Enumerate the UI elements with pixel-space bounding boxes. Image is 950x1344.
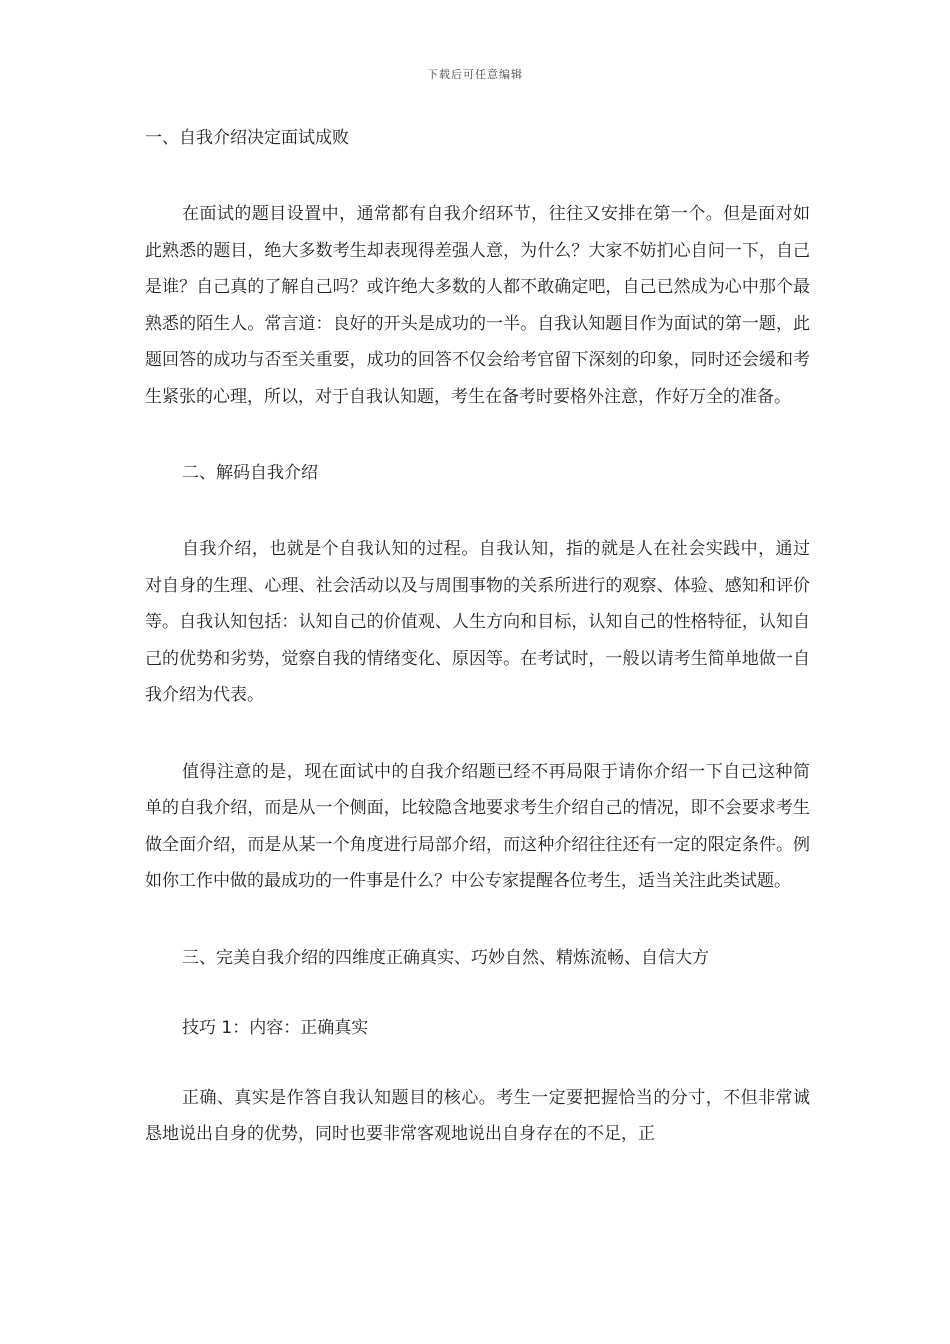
section-2-paragraph-2: 值得注意的是，现在面试中的自我介绍题已经不再局限于请你介绍一下自己这种简单的自我介绍，而是从一个侧面，比较隐含地要求考生介绍自己的情况，即不会要求考生做全面介绍，而是从某一个角度进行局部介绍，而这种介绍往往还有一定的限定条件。例如你工作中做的最成功的一件事是什么？中公专家提醒各位考生，适当关注此类试题。 xyxy=(145,761,810,891)
section-heading-3: 三、完美自我介绍的四维度正确真实、巧妙自然、精炼流畅、自信大方 xyxy=(182,947,709,968)
section-2-paragraph-1: 自我介绍，也就是个自我认知的过程。自我认知，指的就是人在社会实践中，通过对自身的生理、心理、社会活动以及与周围事物的关系所进行的观察、体验、感知和评价等。自我认知包括：认知自己的价值观、人生方向和目标，认知自己的性格特征，认知自己的优势和劣势，觉察自我的情绪变化、原因等。在考试时，一般以请考生简单地做一自我介绍为代表。 xyxy=(145,539,810,705)
header-note: 下载后可任意编辑 xyxy=(427,68,523,81)
document-body xyxy=(145,120,810,1153)
section-1-paragraph-1: 在面试的题目设置中，通常都有自我介绍环节，往往又安排在第一个。但是面对如此熟悉的题目，绝大多数考生却表现得差强人意，为什么？大家不妨扪心自问一下，自己是谁？自己真的了解自己吗？或许绝大多数的人都不敢确定吧，自己已然成为心中那个最熟悉的陌生人。常言道：良好的开头是成功的一半。自我认知题目作为面试的第一题，此题回答的成功与否至关重要，成功的回答不仅会给考官留下深刻的印象，同时还会缓和考生紧张的心理，所以，对于自我认知题，考生在备考时要格外注意，作好万全的准备。 xyxy=(145,204,810,407)
section-3-subheading: 技巧 1：内容：正确真实 xyxy=(182,1017,369,1038)
section-heading-2: 二、解码自我介绍 xyxy=(182,463,318,483)
section-heading-1: 一、自我介绍决定面试成败 xyxy=(145,128,349,148)
section-3-paragraph-1: 正确、真实是作答自我认知题目的核心。考生一定要把握恰当的分寸，不但非常诚恳地说出自身的优势，同时也要非常客观地说出自身存在的不足，正 xyxy=(145,1087,810,1144)
